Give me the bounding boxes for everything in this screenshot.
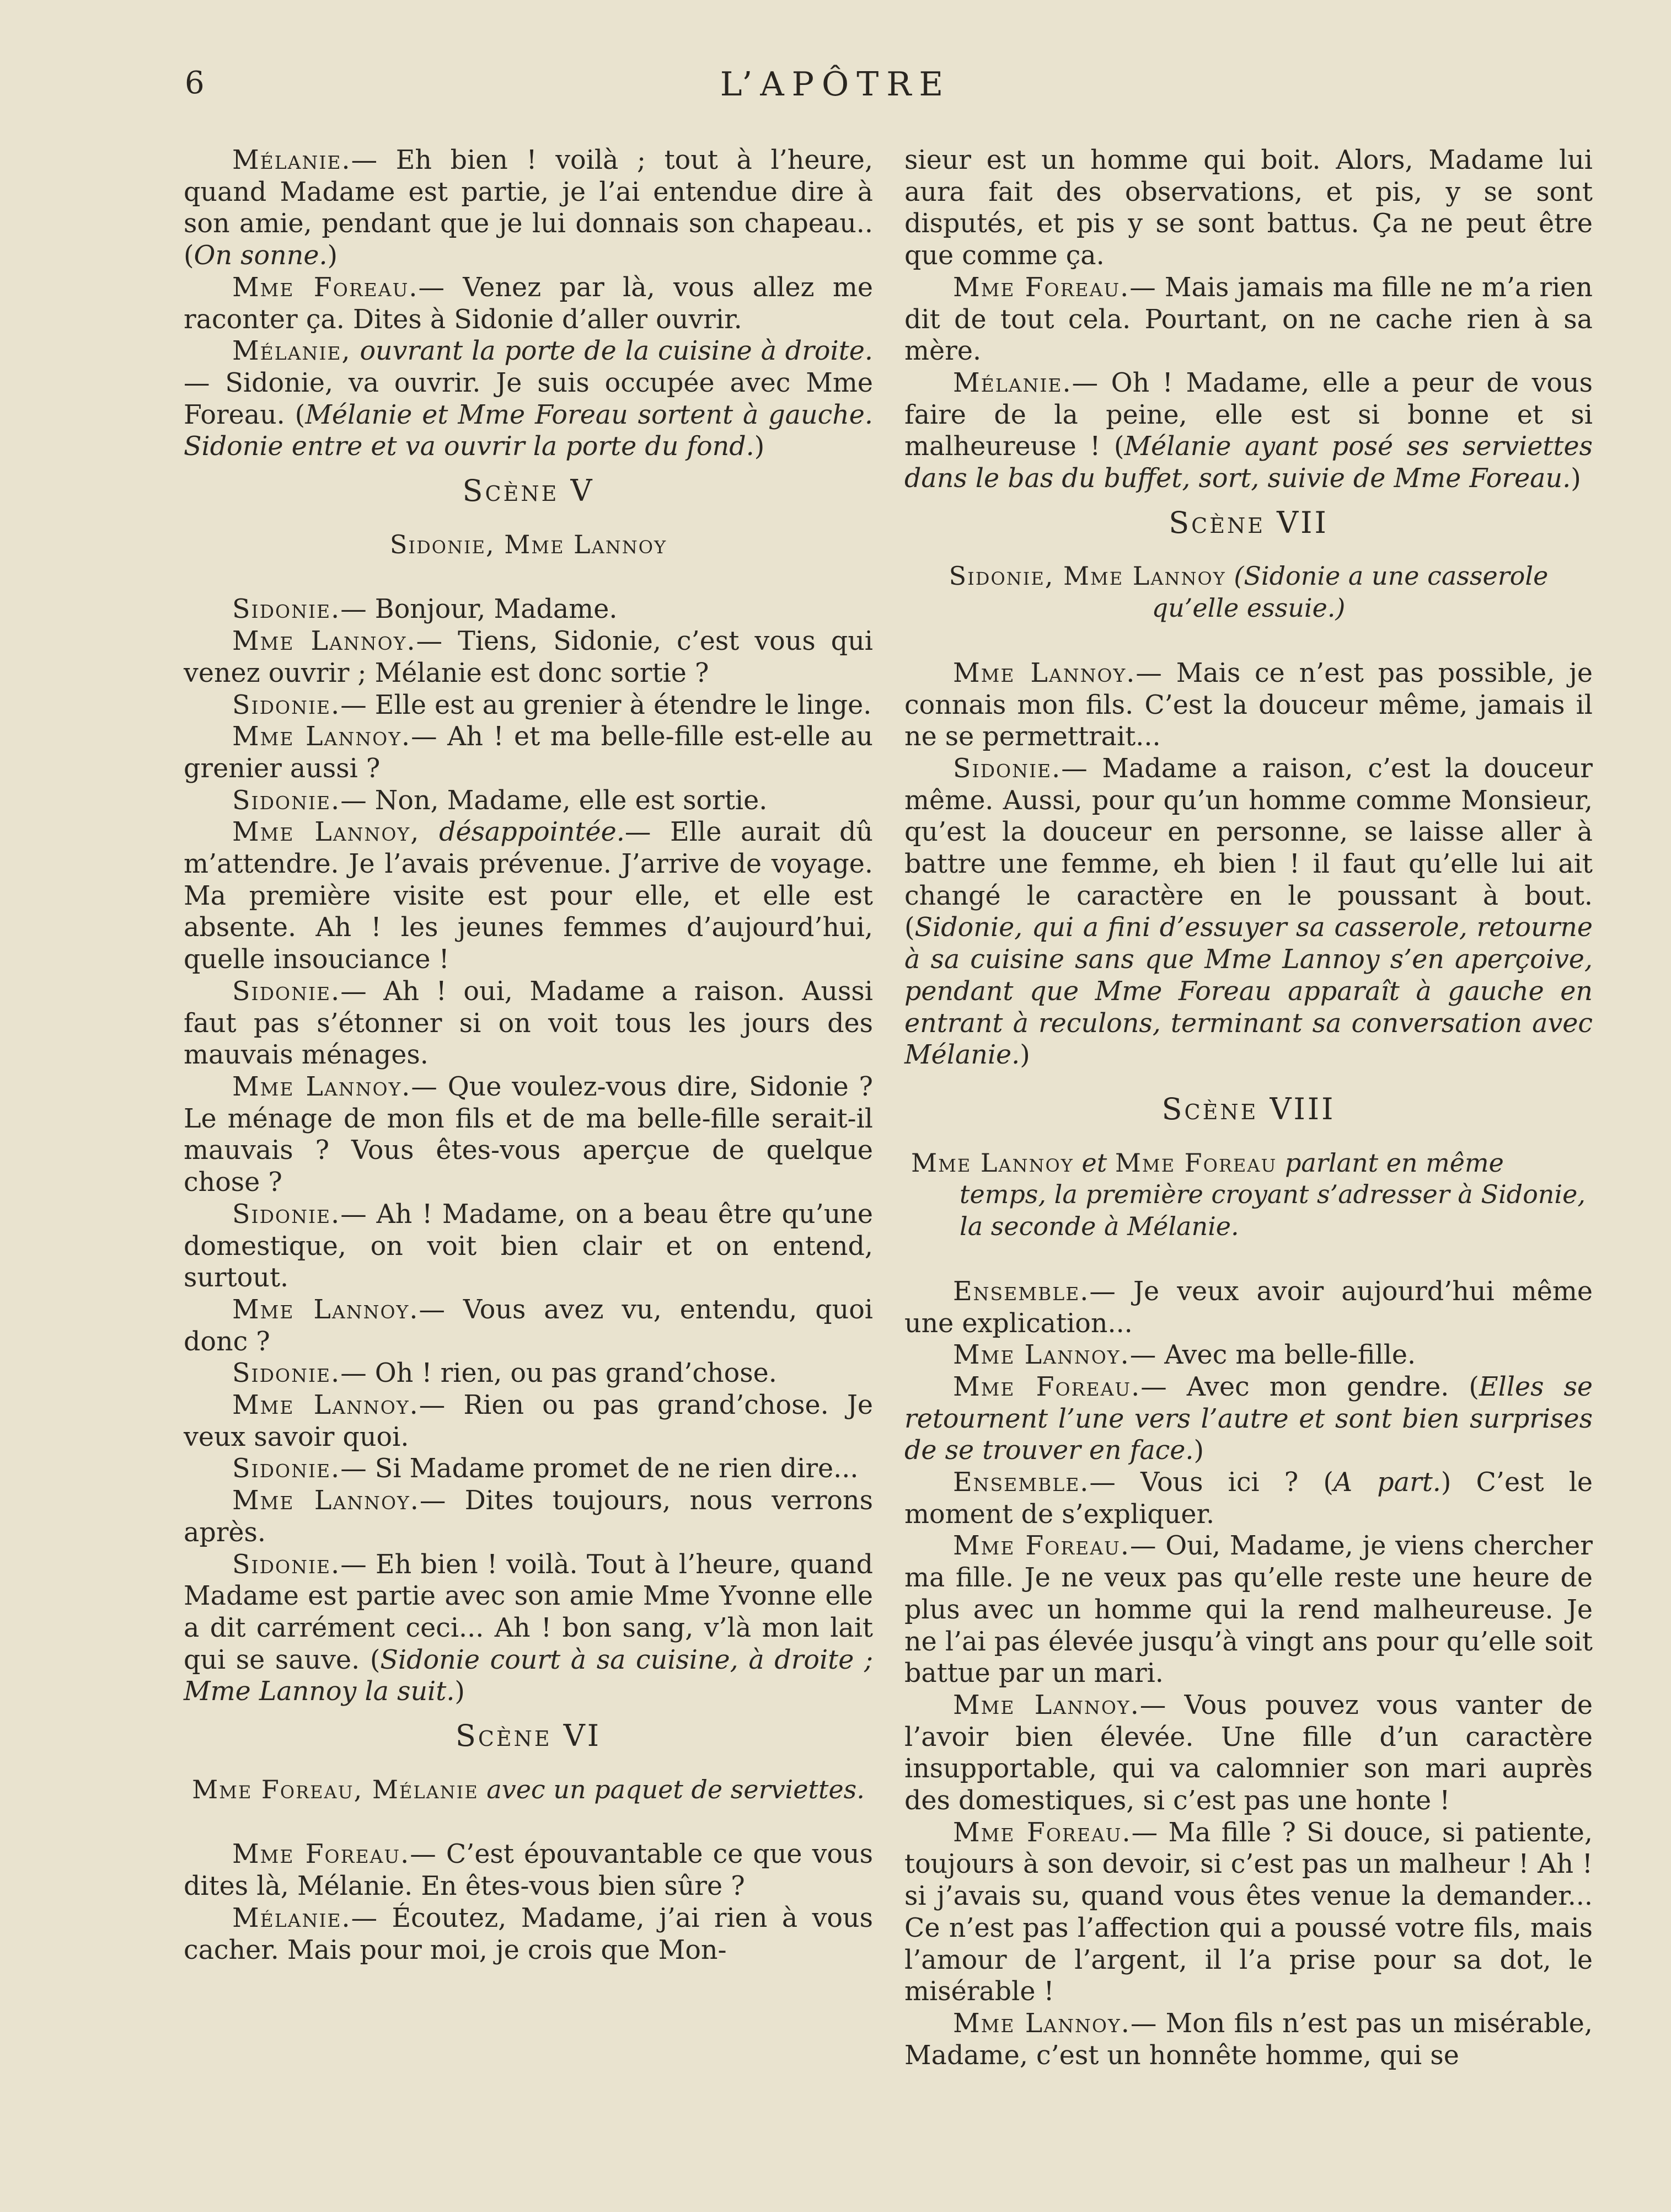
- dialogue-paragraph: [904, 753, 1593, 1071]
- stage-direction: Mélanie et Mme Foreau sortent à gauche. Sidonie entre et va ouvrir la porte du fond.: [184, 399, 873, 462]
- dialogue-paragraph: [184, 1549, 873, 1708]
- dialogue-paragraph: [904, 272, 1593, 367]
- speech: — Je veux avoir aujourd’hui même une explication...: [904, 1276, 1593, 1339]
- dialogue-paragraph: [184, 335, 873, 463]
- stage-direction: désappointée.: [420, 817, 625, 848]
- cast-conjunction: et: [1073, 1147, 1115, 1178]
- dialogue-paragraph: [184, 594, 873, 626]
- speech-end: ): [1571, 463, 1581, 494]
- speech: — Vous ici ? (: [1089, 1467, 1333, 1498]
- scene-heading: Scène VIII: [1161, 1091, 1336, 1126]
- running-title: L’APÔTRE: [720, 65, 951, 104]
- dialogue-paragraph: [184, 1358, 873, 1390]
- speech: — Avec mon gendre. (: [1140, 1371, 1479, 1402]
- dialogue-paragraph: [184, 1199, 873, 1294]
- speaker: Mme Lannoy.: [232, 722, 411, 752]
- dialogue-paragraph: [904, 1530, 1593, 1690]
- dialogue-paragraph: [184, 785, 873, 817]
- stage-direction: Sidonie, qui a fini d’essuyer sa casserole, retourne à sa cuisine sans que Mme Lannoy s’en aperçoive, pendant que Mme Foreau apparaît à gauche en entrant à reculons, terminant sa conversation avec Mélanie.: [904, 912, 1593, 1071]
- scene-cast: [184, 1774, 873, 1806]
- speaker: Sidonie.: [232, 1454, 341, 1484]
- cast-stage-direction: (Sidonie a une casserole qu’elle essuie.): [1152, 561, 1549, 623]
- dialogue-paragraph: [184, 1390, 873, 1453]
- scene-cast: [904, 1147, 1593, 1243]
- stage-direction: A part.: [1333, 1467, 1441, 1498]
- dialogue-paragraph: [904, 1817, 1593, 2008]
- speaker: Mme Foreau.: [953, 1371, 1141, 1402]
- speech: — Oh ! Madame, elle a peur de vous faire de la peine, elle est si bonne et si malheureuse ! (: [904, 367, 1593, 462]
- scene-heading: Scène V: [462, 473, 595, 509]
- dialogue-paragraph: [904, 1690, 1593, 1817]
- scene-heading: Scène VI: [455, 1718, 602, 1754]
- speech: — Rien ou pas grand’chose. Je veux savoir quoi.: [184, 1390, 873, 1452]
- speaker: Sidonie.: [232, 1549, 341, 1580]
- speaker: Sidonie.: [232, 976, 341, 1007]
- dialogue-paragraph: [904, 2008, 1593, 2071]
- dialogue-paragraph: [184, 145, 873, 272]
- speaker: Mme Foreau.: [953, 1817, 1132, 1848]
- speaker: Ensemble.: [953, 1276, 1090, 1307]
- speech: — Vous pouvez vous vanter de l’avoir bien élevée. Une fille d’un caractère insupportable, qui va calomnier son mari auprès des domestiques, si c’est pas une honte !: [904, 1690, 1593, 1816]
- cast-names: Sidonie, Mme Lannoy: [949, 561, 1226, 591]
- speech: — Mon fils n’est pas un misérable, Madame, c’est un honnête homme, qui se: [904, 2008, 1593, 2071]
- speaker: Mélanie.: [232, 1903, 351, 1933]
- dialogue-paragraph: [904, 658, 1593, 753]
- speech: — Mais jamais ma fille ne m’a rien dit de tout cela. Pourtant, on ne cache rien à sa mère.: [904, 272, 1593, 367]
- dialogue-paragraph: [184, 1071, 873, 1199]
- speaker: Mme Lannoy.: [232, 1294, 419, 1325]
- speaker: Mme Lannoy.: [232, 1486, 420, 1516]
- speech: — Ah ! oui, Madame a raison. Aussi faut pas s’étonner si on voit tous les jours des mauvais ménages.: [184, 976, 873, 1071]
- speaker: Mme Lannoy,: [232, 817, 420, 848]
- speaker: Mélanie,: [232, 336, 351, 367]
- speaker: Mme Foreau.: [953, 272, 1130, 303]
- speaker: Mélanie.: [232, 145, 351, 175]
- speech: — Sidonie, va ouvrir. Je suis occupée avec Mme Foreau. (: [184, 367, 873, 430]
- speaker: Mme Lannoy.: [232, 1390, 419, 1421]
- dialogue-paragraph: [184, 1453, 873, 1485]
- speech: — Eh bien ! voilà ; tout à l’heure, quand Madame est partie, je l’ai entendue dire à son amie, pendant que je lui donnais son chapeau.. (: [184, 145, 873, 271]
- speech: — Que voulez-vous dire, Sidonie ? Le ménage de mon fils et de ma belle-fille serait-il mauvais ? Vous êtes-vous aperçue de quelque chose ?: [184, 1071, 873, 1198]
- speaker: Sidonie.: [232, 1199, 341, 1230]
- speaker: Mélanie.: [953, 367, 1072, 398]
- cast-stage-direction: parlant en même temps, la première croyant s’adresser à Sidonie, la seconde à Mélanie.: [960, 1147, 1586, 1242]
- speech: — Oh ! rien, ou pas grand’chose.: [340, 1358, 777, 1389]
- cast-names: Mme Foreau, Mélanie: [192, 1774, 479, 1804]
- speaker: Mme Lannoy.: [953, 2008, 1131, 2039]
- speaker: Mme Lannoy.: [232, 1071, 411, 1102]
- dialogue-paragraph: [904, 1339, 1593, 1371]
- speech: — Mais ce n’est pas possible, je connais mon fils. C’est la douceur même, jamais il ne se permettrait...: [904, 658, 1593, 752]
- speaker: Mme Lannoy.: [232, 626, 416, 657]
- dialogue-paragraph: [904, 1467, 1593, 1530]
- stage-direction: On sonne.: [194, 241, 328, 271]
- speaker: Ensemble.: [953, 1467, 1090, 1498]
- dialogue-paragraph: [184, 626, 873, 689]
- speaker: Sidonie.: [232, 1358, 341, 1389]
- speech: — Bonjour, Madame.: [340, 594, 618, 625]
- speech: — Madame a raison, c’est la douceur même. Aussi, pour qu’un homme comme Monsieur, qu’est la douceur en personne, se laisse aller à battre une femme, eh bien ! il faut qu’elle lui ait changé le caractère en le poussant à bout. (: [904, 753, 1593, 943]
- stage-direction: ouvrant la porte de la cuisine à droite.: [351, 336, 873, 367]
- dialogue-paragraph: [184, 721, 873, 784]
- speech: — C’est épouvantable ce que vous dites là, Mélanie. En êtes-vous bien sûre ?: [184, 1839, 873, 1902]
- speech: — Dites toujours, nous verrons après.: [184, 1486, 873, 1548]
- speech: — Elle est au grenier à étendre le linge.: [340, 690, 872, 720]
- scene-cast: [904, 560, 1593, 624]
- speaker: Mme Foreau.: [232, 272, 419, 303]
- dialogue-paragraph: [184, 816, 873, 976]
- speech: — Venez par là, vous allez me raconter ça. Dites à Sidonie d’aller ouvrir.: [184, 272, 874, 335]
- speaker: Mme Lannoy.: [953, 1690, 1140, 1721]
- speech: — Avec ma belle-fille.: [1129, 1340, 1416, 1371]
- speaker: Sidonie.: [232, 594, 341, 625]
- speech: sieur est un homme qui boit. Alors, Madame lui aura fait des observations, et pis, y se sont disputés, et pis y se sont battus. Ça ne peut être que comme ça.: [904, 145, 1593, 271]
- dialogue-paragraph: [904, 367, 1593, 495]
- scene-heading: Scène VII: [1169, 505, 1329, 540]
- dialogue-paragraph: [904, 1276, 1593, 1339]
- page-header: [0, 65, 1671, 115]
- dialogue-paragraph: [184, 690, 873, 722]
- dialogue-paragraph: [904, 145, 1593, 272]
- speech-end: ) C’est le moment de s’expliquer.: [904, 1467, 1593, 1530]
- speaker: Sidonie.: [953, 753, 1062, 784]
- speaker: Sidonie.: [232, 785, 341, 816]
- speaker: Mme Foreau.: [953, 1531, 1130, 1562]
- cast-name: Mme Lannoy: [911, 1147, 1074, 1178]
- stage-direction: Mélanie ayant posé ses serviettes dans le bas du buffet, sort, suivie de Mme Foreau.: [904, 431, 1593, 494]
- cast-name: Mme Foreau: [1115, 1147, 1277, 1178]
- speaker: Mme Lannoy.: [953, 1340, 1130, 1371]
- cast-stage-direction: avec un paquet de serviettes.: [478, 1774, 865, 1804]
- dialogue-paragraph: [184, 1485, 873, 1548]
- speech: — Ah ! et ma belle-fille est-elle au grenier aussi ?: [184, 722, 873, 784]
- dialogue-paragraph: [184, 1903, 873, 1966]
- speech-end: ): [1020, 1040, 1030, 1071]
- speaker: Sidonie.: [232, 690, 341, 720]
- dialogue-paragraph: [184, 272, 873, 335]
- dialogue-paragraph: [184, 1839, 873, 1902]
- dialogue-paragraph: [184, 976, 873, 1071]
- dialogue-paragraph: [184, 1294, 873, 1358]
- stage-direction: Elles se retournent l’une vers l’autre et sont bien surprises de se trouver en face.: [904, 1371, 1593, 1466]
- right-column: [904, 145, 1593, 2071]
- speech-end: ): [327, 241, 338, 271]
- speech: — Ma fille ? Si douce, si patiente, toujours à son devoir, si c’est pas un malheur ! Ah ! si j’avais su, quand vous êtes venue la demander... Ce n’est pas l’affection qui a poussé votre fils, mais l’amour de l’argent, il l’a prise pour sa dot, le misérable !: [904, 1817, 1593, 2007]
- speech: — Tiens, Sidonie, c’est vous qui venez ouvrir ; Mélanie est donc sortie ?: [184, 626, 873, 688]
- speech-end: ): [754, 431, 765, 462]
- speech: — Elle aurait dû m’attendre. Je l’avais prévenue. J’arrive de voyage. Ma première visite est pour elle, et elle est absente. Ah ! les jeunes femmes d’aujourd’hui, quelle insouciance !: [184, 817, 873, 975]
- speech-end: ): [1193, 1435, 1204, 1466]
- stage-direction: Sidonie court à sa cuisine, à droite ; Mme Lannoy la suit.: [184, 1644, 873, 1707]
- speech: — Non, Madame, elle est sortie.: [340, 785, 768, 816]
- left-column: [184, 145, 873, 1966]
- scene-cast: Sidonie, Mme Lannoy: [389, 529, 667, 559]
- speech: — Si Madame promet de ne rien dire...: [340, 1454, 859, 1484]
- dialogue-paragraph: [904, 1371, 1593, 1467]
- speech-end: ): [454, 1676, 465, 1707]
- speech: — Oui, Madame, je viens chercher ma fille. Je ne veux pas qu’elle reste une heure de plus avec un homme qui la rend malheureuse. Je ne l’ai pas élevée jusqu’à vingt ans pour qu’elle soit battue par un mari.: [904, 1531, 1593, 1689]
- page-number: 6: [185, 65, 205, 101]
- speech: — Eh bien ! voilà. Tout à l’heure, quand Madame est partie avec son amie Mme Yvonne elle a dit carrément ceci... Ah ! bon sang, v’là mon lait qui se sauve. (: [184, 1549, 873, 1675]
- speaker: Mme Lannoy.: [953, 658, 1136, 688]
- speech: — Vous avez vu, entendu, quoi donc ?: [184, 1294, 873, 1357]
- speech: — Écoutez, Madame, j’ai rien à vous cacher. Mais pour moi, je crois que Mon-: [184, 1903, 873, 1965]
- speaker: Mme Foreau.: [232, 1839, 410, 1870]
- speech: — Ah ! Madame, on a beau être qu’une domestique, on voit bien clair et on entend, surtout.: [184, 1199, 873, 1294]
